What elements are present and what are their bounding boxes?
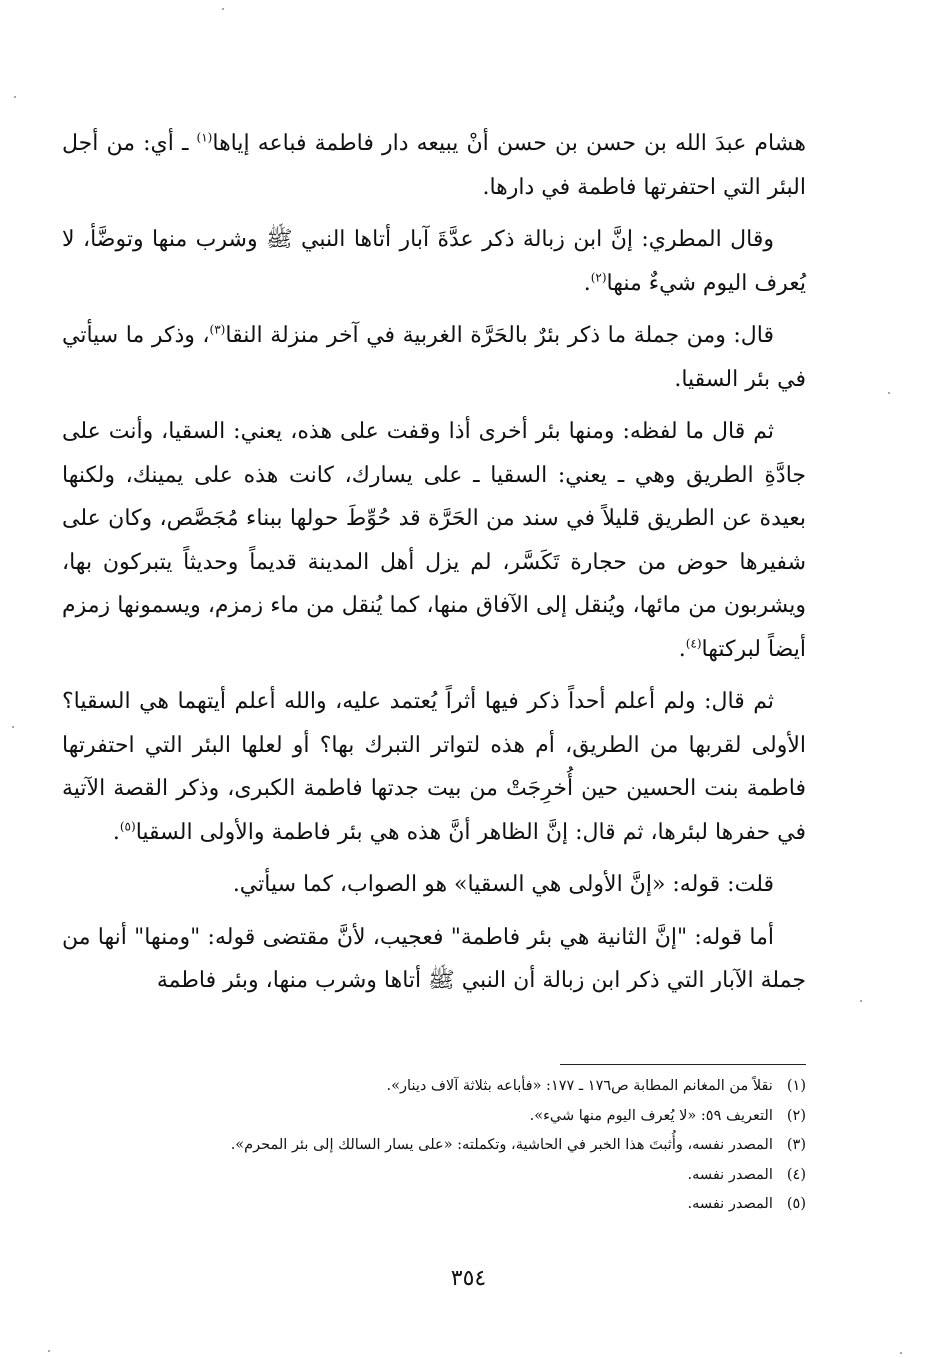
paragraph-tail: . xyxy=(583,270,591,296)
footnote xyxy=(62,1190,806,1220)
footnote-text: المصدر نفسه، وأُثبتَ هذا الخبر في الحاشية، وتكملته: «على يسار السالك إلى بئر المحرم». xyxy=(230,1137,773,1153)
footnote-number: (٣) xyxy=(786,1137,806,1153)
paragraph-7 xyxy=(62,916,806,1003)
paragraph-2 xyxy=(62,218,806,305)
page-number: ٣٥٤ xyxy=(450,1266,487,1291)
paragraph-tail: . xyxy=(678,636,686,662)
footnote-ref[interactable]: (٢) xyxy=(590,270,607,285)
footnote-separator xyxy=(560,1064,806,1065)
paragraph-text: قلت: قوله: «إنَّ الأولى هي السقيا» هو الصواب، كما سيأتي. xyxy=(232,872,774,897)
paragraph-6 xyxy=(62,863,806,907)
footnote xyxy=(62,1131,806,1161)
scan-speck xyxy=(900,1352,902,1354)
footnote-text: المصدر نفسه. xyxy=(687,1166,773,1183)
footnote xyxy=(62,1072,806,1102)
paragraph-3 xyxy=(62,314,806,401)
footnote-text: المصدر نفسه. xyxy=(687,1196,773,1212)
paragraph-text: ثم قال ما لفظه: ومنها بئر أخرى أذا وقفت على هذه، يعني: السقيا، وأنت على جادَّةِ الطريق وهي ـ يعني: السقيا ـ على يسارك، كانت هذه على يمينك، ولكنها بعيدة عن الطريق قليلاً في سند من الحَرَّة قد حُوِّطَ حولها ببناء مُجَصَّص، وكان على شفيرها حوض من حجارة تَكَسَّر، لم يزل أهل المدينة قديماً وحديثاً يتبركون بها، ويشربون من مائها، ويُنقل إلى الآفاق منها، كما يُنقل من ماء زمزم، ويسمونها زمزم أيضاً لبركتها xyxy=(62,419,806,662)
footnote-text: نقلاً من المغانم المطابة ص١٧٦ ـ ١٧٧: «فأباعه بثلاثة آلاف دينار». xyxy=(386,1078,773,1094)
scan-speck xyxy=(888,392,890,394)
paragraph-text: أما قوله: "إنَّ الثانية هي بئر فاطمة" فعجيب، لأنَّ مقتضى قوله: "ومنها" أنها من جملة الآبار التي ذكر ابن زبالة أن النبي ﷺ أتاها وشرب منها، وبئر فاطمة xyxy=(62,924,806,993)
paragraph-tail: ، وذكر ما سيأتي في بئر السقيا. xyxy=(62,323,806,392)
footnote-number: (١) xyxy=(786,1078,806,1094)
footnote xyxy=(62,1102,806,1132)
scan-speck xyxy=(48,1350,50,1352)
paragraph-4 xyxy=(62,410,806,671)
footnote-number: (٥) xyxy=(786,1196,806,1212)
paragraph-tail: . xyxy=(112,819,120,845)
footnotes xyxy=(62,1072,806,1220)
paragraph-text: هشام عبدَ الله بن حسن بن حسن أنْ يبيعه دار فاطمة فباعه إياها xyxy=(212,131,806,156)
scan-speck xyxy=(222,8,224,10)
paragraph-text: وقال المطري: إنَّ ابن زبالة ذكر عدَّةَ آبار أتاها النبي ﷺ وشرب منها وتوضَّأ، لا يُعرف اليوم شيءٌ منها xyxy=(62,227,806,296)
paragraph-text: قال: ومن جملة ما ذكر بئرٌ بالحَرَّة الغربية في آخر منزلة النقا xyxy=(225,323,774,348)
paragraph-5 xyxy=(62,680,806,854)
footnote-text: التعريف ٥٩: «لا يُعرف اليوم منها شيء». xyxy=(529,1107,773,1124)
paragraph-1 xyxy=(62,122,806,209)
footnote-number: (٢) xyxy=(786,1107,806,1124)
scan-speck xyxy=(12,726,14,728)
scan-speck xyxy=(860,1000,862,1002)
scan-speck xyxy=(14,96,16,98)
footnote-ref[interactable]: (٤) xyxy=(685,636,702,651)
footnote-number: (٤) xyxy=(786,1166,806,1183)
footnote-ref[interactable]: (٥) xyxy=(119,819,136,834)
footnote-ref[interactable]: (١) xyxy=(196,130,213,145)
main-text xyxy=(62,122,806,1003)
footnote xyxy=(62,1161,806,1191)
paragraph-text: ثم قال: ولم أعلم أحداً ذكر فيها أثراً يُعتمد عليه، والله أعلم أيتهما هي السقيا؟ الأولى لقربها من الطريق، أم هذه لتواتر التبرك بها؟ أو لعلها البئر التي احتفرتها فاطمة بنت الحسين حين أُخرِجَتْ من بيت جدتها فاطمة الكبرى، وذكر القصة الآتية في حفرها لبئرها، ثم قال: إنَّ الظاهر أنَّ هذه هي بئر فاطمة والأولى السقيا xyxy=(62,689,806,845)
footnote-ref[interactable]: (٣) xyxy=(209,322,226,337)
paragraph-tail: ـ أي: من أجل البئر التي احتفرتها فاطمة في دارها. xyxy=(62,131,806,200)
